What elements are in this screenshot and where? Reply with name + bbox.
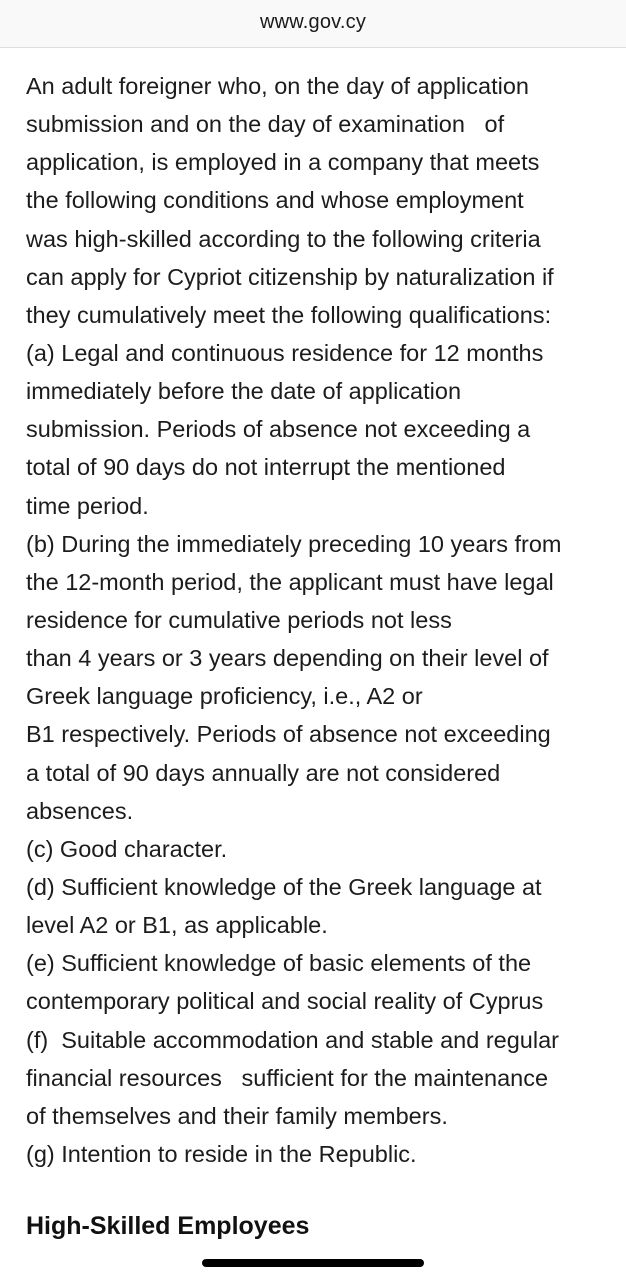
article-line: a total of 90 days annually are not considered — [26, 759, 501, 786]
section-heading: High-Skilled Employees — [26, 1212, 310, 1240]
article-line: the 12-month period, the applicant must have legal — [26, 568, 554, 595]
list-item-f: (f) Suitable accommodation and stable and regular — [26, 1026, 559, 1053]
home-indicator[interactable] — [202, 1259, 424, 1267]
article-line: they cumulatively meet the following qualifications: — [26, 301, 552, 328]
article-line: application, is employed in a company that meets — [26, 149, 540, 176]
article-line: than 4 years or 3 years depending on their level of — [26, 645, 549, 672]
article-line: submission and on the day of examination of — [26, 111, 505, 138]
article-line: level A2 or B1, as applicable. — [26, 912, 328, 939]
article-line: time period. — [26, 492, 149, 519]
article-line: absences. — [26, 797, 134, 824]
list-item-c: (c) Good character. — [26, 835, 228, 862]
article-line: B1 respectively. Periods of absence not exceeding — [26, 721, 551, 748]
article-line: can apply for Cypriot citizenship by naturalization if — [26, 263, 554, 290]
list-item-e: (e) Sufficient knowledge of basic elements of the — [26, 950, 532, 977]
article-line: residence for cumulative periods not less — [26, 606, 452, 633]
article-line: contemporary political and social reality of Cyprus — [26, 988, 544, 1015]
list-item-g: (g) Intention to reside in the Republic. — [26, 1140, 417, 1167]
article-line: Greek language proficiency, i.e., A2 or — [26, 683, 423, 710]
article-line: financial resources sufficient for the maintenance — [26, 1064, 549, 1091]
article-line: submission. Periods of absence not exceeding a — [26, 416, 531, 443]
address-bar[interactable] — [0, 0, 626, 48]
list-item-b: (b) During the immediately preceding 10 years from — [26, 530, 562, 557]
url-text[interactable]: www.gov.cy — [259, 11, 367, 33]
article-line: was high-skilled according to the following criteria — [26, 225, 541, 252]
article-line: An adult foreigner who, on the day of application — [26, 73, 529, 99]
article-line: immediately before the date of application — [26, 378, 462, 405]
article-line: of themselves and their family members. — [26, 1102, 448, 1129]
list-item-d: (d) Sufficient knowledge of the Greek language at — [26, 873, 542, 900]
article-body — [26, 67, 606, 1173]
article-line: total of 90 days do not interrupt the mentioned — [26, 454, 506, 481]
article-line: the following conditions and whose employment — [26, 187, 524, 214]
list-item-a: (a) Legal and continuous residence for 12 months — [26, 339, 544, 366]
